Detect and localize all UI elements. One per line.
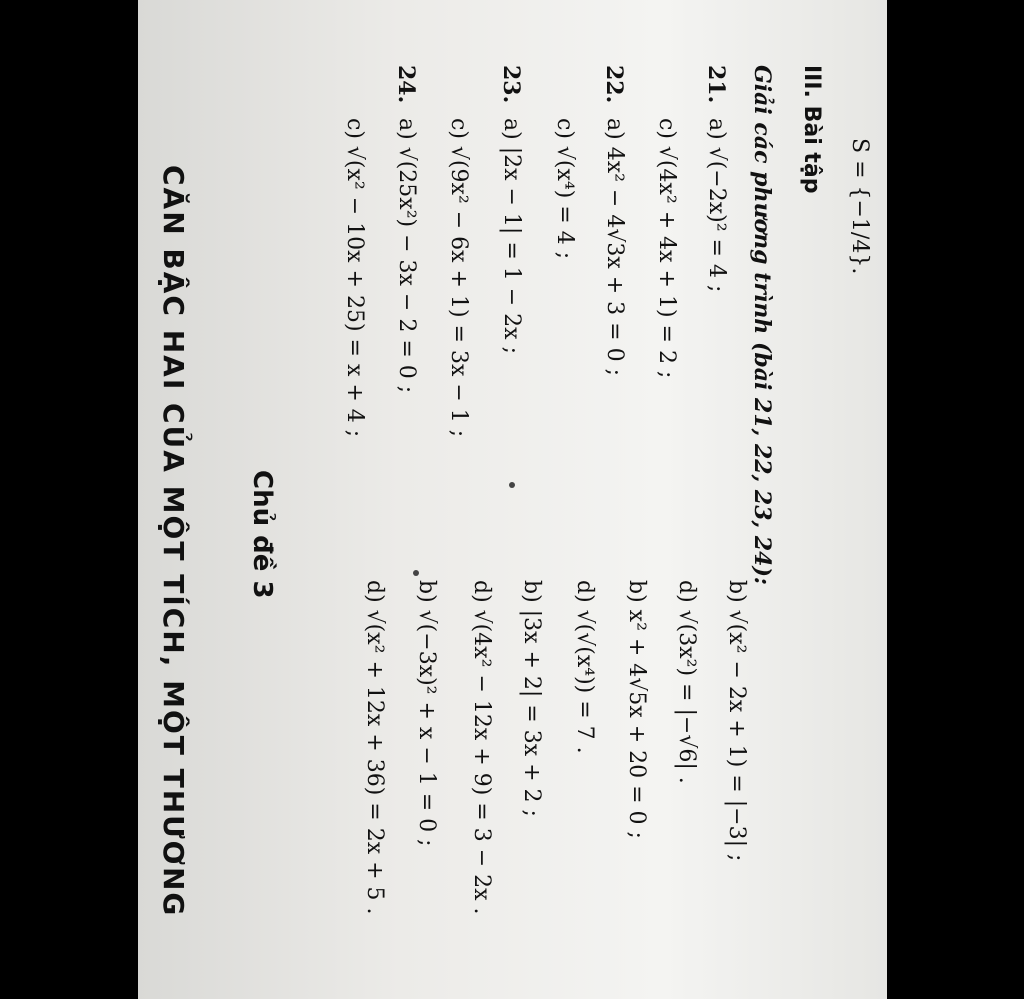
instruction-text: Giải các phương trình (bài 21, 22, 23, 24):: [749, 65, 775, 585]
exercise-24c: c) √(x² − 10x + 25) = x + 4 ;: [342, 118, 367, 438]
pencil-mark: [509, 482, 515, 488]
exercise-23d: d) √(4x² − 12x + 9) = 3 − 2x .: [469, 580, 494, 915]
exercise-23-number: 23.: [498, 65, 524, 104]
solution-set-line: S = {−1/4}.: [847, 138, 872, 275]
exercise-22d: d) √(√(x⁴)) = 7 .: [572, 580, 597, 754]
exercise-23b: b) |3x + 2| = 3x + 2 ;: [519, 580, 544, 817]
exercise-21a: a) √(−2x)² = 4 ;: [704, 118, 729, 293]
textbook-page-photo: [138, 0, 887, 999]
exercise-23a: a) |2x − 1| = 1 − 2x ;: [499, 118, 524, 354]
exercise-24b: b) √(−3x)² + x − 1 = 0 ;: [414, 580, 439, 847]
exercise-24-number: 24.: [393, 65, 419, 104]
exercise-21b: b) √(x² − 2x + 1) = |−3| ;: [724, 580, 749, 862]
exercise-22a: a) 4x² − 4√3x + 3 = 0 ;: [602, 118, 627, 376]
pencil-mark: [413, 570, 419, 576]
exercise-22b: b) x² + 4√5x + 20 = 0 ;: [624, 580, 649, 839]
chapter-heading: Chủ đề 3: [247, 470, 277, 599]
exercise-24a: a) √(25x²) − 3x − 2 = 0 ;: [394, 118, 419, 394]
exercise-22-number: 22.: [601, 65, 627, 104]
exercise-21c: c) √(4x² + 4x + 1) = 2 ;: [654, 118, 679, 379]
rotated-page-content: [138, 0, 887, 999]
chapter-title: CĂN BẬC HAI CỦA MỘT TÍCH, MỘT THƯƠNG: [157, 165, 190, 918]
exercise-24d: d) √(x² + 12x + 36) = 2x + 5 .: [362, 580, 387, 915]
exercise-22c: c) √(x⁴) = 4 ;: [552, 118, 577, 260]
section-heading: III. Bài tập: [799, 65, 824, 194]
exercise-21-number: 21.: [703, 65, 729, 104]
exercise-21d: d) √(3x²) = |−√6| .: [674, 580, 699, 784]
exercise-23c: c) √(9x² − 6x + 1) = 3x − 1 ;: [446, 118, 471, 438]
